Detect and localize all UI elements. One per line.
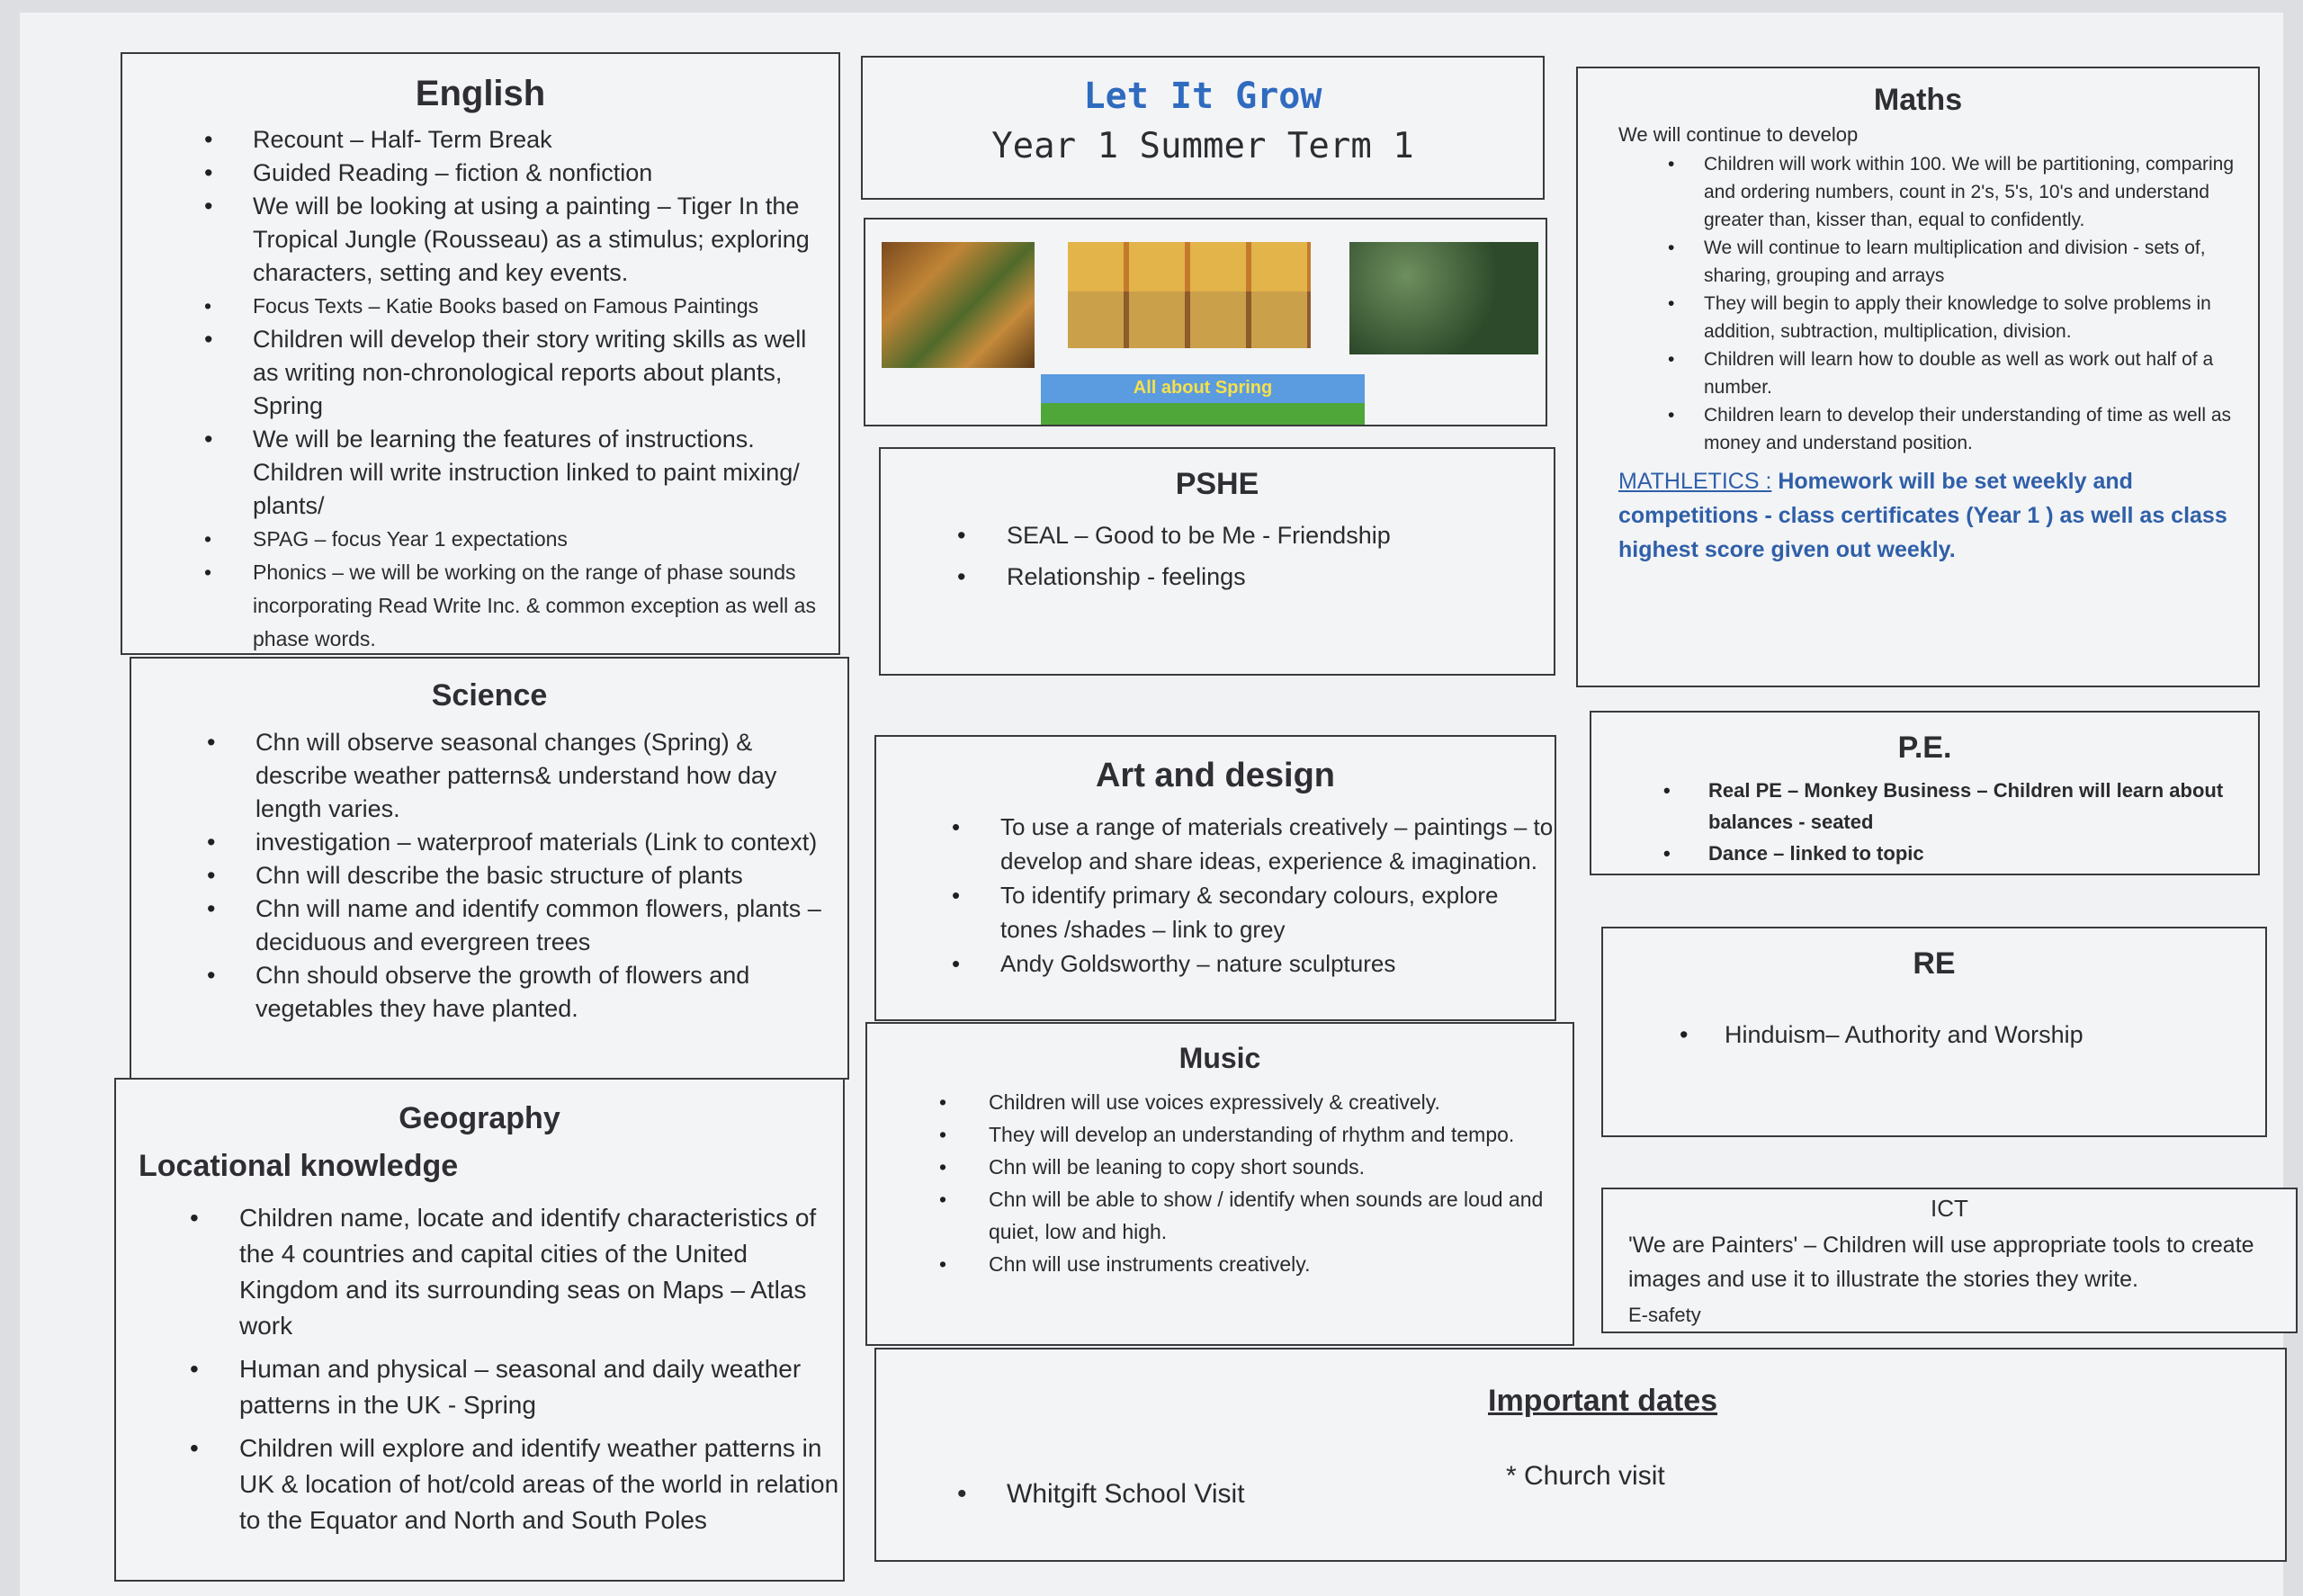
ict-heading: ICT (1931, 1195, 1968, 1222)
list-item: • Children learn to develop their understanding of time as well as money and understand position. (1704, 401, 2258, 457)
list-item: • Chn will observe seasonal changes (Spring) & describe weather patterns& understand how day length varies. (255, 726, 847, 826)
date-item-church-visit: * Church visit (1506, 1461, 1665, 1491)
book-covers-lower-image (1068, 291, 1311, 348)
ict-text: 'We are Painters' – Children will use appropriate tools to create images and use it to illustrate the stories they write. (1628, 1233, 2254, 1292)
maths-intro: We will continue to develop (1618, 123, 1859, 146)
list-item: • Relationship - feelings (1007, 556, 1554, 597)
ict-esafety: E-safety (1628, 1304, 1701, 1326)
list-item: • Chn will describe the basic structure of plants (255, 859, 847, 892)
term-title: Year 1 Summer Term 1 (991, 126, 1414, 166)
pe-list (1708, 775, 2258, 869)
list-item: • Chn will use instruments creatively. (989, 1248, 1573, 1280)
english-heading: English (415, 74, 546, 113)
list-item: • They will begin to apply their knowledge to solve problems in addition, subtraction, multiplication, division. (1704, 290, 2258, 345)
science-panel (130, 657, 849, 1080)
list-item: • Children will work within 100. We will be partitioning, comparing and ordering numbers, count in 2's, 5's, 10's and understand greater than, kisser than, equal to confidently. (1704, 150, 2258, 234)
list-item: • Children will develop their story writing skills as well as writing non-chronological reports about plants, Spring (253, 323, 838, 423)
english-list (253, 123, 838, 655)
spring-banner-text: All about Spring (1133, 378, 1273, 398)
list-item: • We will be looking at using a painting – Tiger In the Tropical Jungle (Rousseau) as a stimulus; exploring characters, setting and key events. (253, 190, 838, 290)
geography-heading: Geography (399, 1101, 560, 1135)
list-item: • We will continue to learn multiplication and division - sets of, sharing, grouping and arrays (1704, 234, 2258, 290)
art-list (1000, 810, 1555, 981)
mathletics-text: Homework will be set weekly and competitions - class certificates (Year 1 ) as well as class highest score given out weekly. (1618, 469, 2227, 562)
geography-subheading: Locational knowledge (139, 1149, 459, 1183)
spring-banner-image (1041, 374, 1365, 426)
re-list (1725, 1021, 2265, 1049)
topic-title: Let It Grow (1083, 76, 1322, 117)
list-item: • We will be learning the features of instructions. Children will write instruction linked to paint mixing/ plants/ (253, 423, 838, 523)
maths-heading: Maths (1873, 83, 1963, 117)
maths-panel (1576, 67, 2260, 687)
art-heading: Art and design (1095, 757, 1336, 794)
dates-panel (874, 1348, 2287, 1562)
list-item: • To identify primary & secondary colours, explore tones /shades – link to grey (1000, 878, 1555, 946)
list-item: • Andy Goldsworthy – nature sculptures (1000, 946, 1555, 981)
list-item: • Phonics – we will be working on the range of phase sounds incorporating Read Write Inc. & common exception as well as phase words. (253, 556, 838, 655)
list-item: • Focus Texts – Katie Books based on Famous Paintings (253, 290, 838, 323)
list-item: • Human and physical – seasonal and daily weather patterns in the UK - Spring (239, 1351, 843, 1423)
list-item: • Guided Reading – fiction & nonfiction (253, 157, 838, 190)
pe-panel (1590, 711, 2260, 875)
list-item: • Hinduism– Authority and Worship (1725, 1021, 2265, 1049)
dates-heading: Important dates (1488, 1384, 1718, 1418)
music-heading: Music (1178, 1042, 1261, 1074)
list-item: • Chn will name and identify common flowers, plants – deciduous and evergreen trees (255, 892, 847, 959)
image-strip (864, 218, 1547, 426)
english-panel (121, 52, 840, 655)
list-item: • Children will use voices expressively & creatively. (989, 1086, 1573, 1118)
tiger-painting-image (882, 242, 1035, 368)
pshe-heading: PSHE (1175, 467, 1259, 501)
maths-list (1704, 150, 2258, 457)
music-panel (865, 1022, 1574, 1346)
list-item: • Real PE – Monkey Business – Children will learn about balances - seated (1708, 775, 2258, 838)
list-item: • SPAG – focus Year 1 expectations (253, 523, 838, 556)
date-item-school-visit: • Whitgift School Visit (1007, 1479, 1245, 1510)
list-item: • To use a range of materials creatively – paintings – to develop and share ideas, experience & imagination. (1000, 810, 1555, 878)
mathletics-note (1618, 464, 2231, 567)
art-panel (874, 735, 1556, 1021)
list-item: • SEAL – Good to be Me - Friendship (1007, 515, 1554, 556)
re-panel (1601, 927, 2267, 1137)
science-heading: Science (431, 678, 548, 713)
title-panel (861, 56, 1545, 200)
list-item: • Dance – linked to topic (1708, 838, 2258, 869)
geography-panel (114, 1078, 845, 1582)
list-item: • Children will explore and identify weather patterns in UK & location of hot/cold areas of the world in relation to the Equator and North and South Poles (239, 1430, 843, 1538)
geography-list (239, 1200, 843, 1538)
pshe-panel (879, 447, 1555, 676)
music-list (989, 1086, 1573, 1280)
pe-heading: P.E. (1897, 731, 1952, 765)
re-heading: RE (1913, 946, 1956, 981)
list-item: • investigation – waterproof materials (Link to context) (255, 826, 847, 859)
pshe-list (1007, 515, 1554, 597)
list-item: • Children will learn how to double as well as work out half of a number. (1704, 345, 2258, 401)
list-item: • They will develop an understanding of rhythm and tempo. (989, 1118, 1573, 1151)
ict-panel (1601, 1188, 2298, 1333)
list-item: • Chn will be leaning to copy short sounds. (989, 1151, 1573, 1183)
mathletics-link: MATHLETICS : (1618, 469, 1772, 494)
list-item: • Recount – Half- Term Break (253, 123, 838, 157)
list-item: • Children name, locate and identify characteristics of the 4 countries and capital cities of the United Kingdom and its surrounding seas on Maps – Atlas work (239, 1200, 843, 1344)
list-item: • Chn should observe the growth of flowers and vegetables they have planted. (255, 959, 847, 1026)
plants-image (1349, 242, 1538, 354)
curriculum-sheet (20, 13, 2283, 1596)
list-item: • Chn will be able to show / identify when sounds are loud and quiet, low and high. (989, 1183, 1573, 1248)
science-list (255, 726, 847, 1026)
